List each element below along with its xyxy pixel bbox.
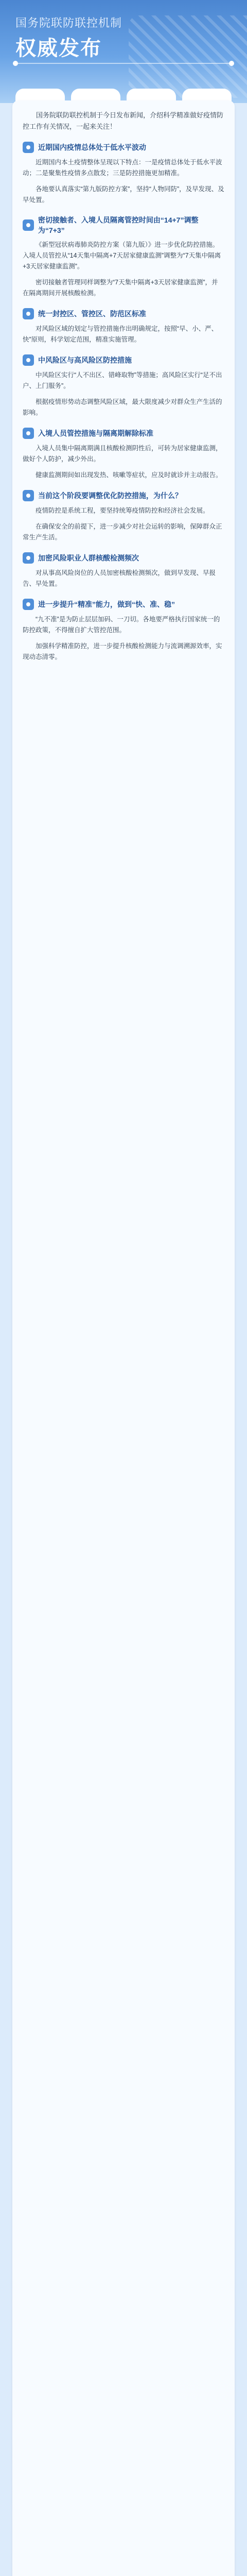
section-3-para-1: 对风险区域的划定与管控措施作出明确规定，按照“早、小、严、快”原则，科学划定范围，精准实施管理。 [23,325,218,343]
section-6 [23,490,224,543]
section-1-title: 近期国内疫情总体处于低水平波动 [38,143,146,151]
section-6-head [23,490,224,501]
section-2-para-2: 密切接触者管理同样调整为“7天集中隔离+3天居家健康监测”，并在隔离期间开展核酸检测。 [23,279,218,297]
section-8-head [23,599,224,610]
section-1-para-2: 各地要认真落实“第九版防控方案”，坚持“人物同防”，及早发现、及早处置。 [23,185,224,204]
section-3-title: 统一封控区、管控区、防范区标准 [38,310,146,318]
section-4 [23,354,224,418]
section-icon [23,428,34,439]
section-7-head [23,552,224,564]
intro-text: 国务院联防联控机制于今日发布新闻，介绍科学精准做好疫情防控工作有关情况，一起来关注！ [23,111,224,130]
section-5-title: 入境人员管控措施与隔离期解除标准 [38,429,153,437]
section-1-para-1: 近期国内本土疫情整体呈现以下特点：一是疫情总体处于低水平波动；二是聚集性疫情多点散发；三是防控措施更加精准。 [23,159,222,177]
section-icon [23,354,34,366]
section-icon [23,599,34,610]
section-4-title: 中风险区与高风险区防控措施 [38,356,132,364]
header-divider [15,63,232,64]
section-3 [23,308,224,345]
section-2-para-1: 《新型冠状病毒肺炎防控方案（第九版）》进一步优化防控措施。入境人员管控从“14天集中隔离+7天居家健康监测”调整为“7天集中隔离+3天居家健康监测”。 [23,241,221,270]
section-icon [23,219,34,231]
section-6-para-2: 在确保安全的前提下，进一步减少对社会运转的影响，保障群众正常生产生活。 [23,523,222,541]
section-2-title: 密切接触者、入境人员隔离管控时间由“14+7”调整为“7+3” [38,216,199,234]
section-5-para-2: 健康监测期间如出现发热、咳嗽等症状，应及时就诊并主动报告。 [36,471,222,479]
section-3-head [23,308,224,319]
section-4-para-1: 中风险区实行“人不出区、错峰取物”等措施；高风险区实行“足不出户、上门服务”。 [23,371,222,389]
section-1-head [23,142,224,153]
content-card [12,100,235,2576]
section-icon [23,308,34,319]
section-icon [23,142,34,153]
section-6-para-1: 疫情防控是系统工程，要坚持统筹疫情防控和经济社会发展。 [36,507,209,514]
section-2 [23,215,224,299]
section-7-title: 加密风险职业人群核酸检测频次 [38,554,139,562]
section-2-head [23,215,224,235]
section-7 [23,552,224,589]
section-8-para-2: 加强科学精准防控，进一步提升核酸检测能力与流调溯源效率，实现动态清零。 [23,642,222,660]
section-4-para-2: 根据疫情形势动态调整风险区域，最大限度减少对群众生产生活的影响。 [23,398,222,416]
section-5-head [23,428,224,439]
section-7-para-1: 对从事高风险岗位的人员加密核酸检测频次，做到早发现、早报告、早处置。 [23,569,216,587]
section-5 [23,428,224,481]
divider-dot-left [13,61,18,66]
section-1 [23,142,224,206]
section-4-head [23,354,224,366]
divider-dot-right [229,61,234,66]
section-icon [23,552,34,564]
section-6-title: 当前这个阶段要调整优化防控措施，为什么？ [38,492,182,500]
section-5-para-1: 入境人员集中隔离期满且核酸检测阴性后，可转为居家健康监测，做好个人防护，减少外出。 [23,445,222,463]
header [0,0,247,103]
section-8 [23,599,224,663]
section-icon [23,490,34,501]
header-title: 权威发布 [15,37,102,60]
section-8-title: 进一步提升“精准”能力，做到“快、准、稳” [38,600,175,608]
section-8-para-1: “九不准”是为防止层层加码、一刀切。各地要严格执行国家统一的防控政策，不得擅自扩大管控范围。 [23,616,220,634]
header-kicker: 国务院联防联控机制 [15,16,122,29]
